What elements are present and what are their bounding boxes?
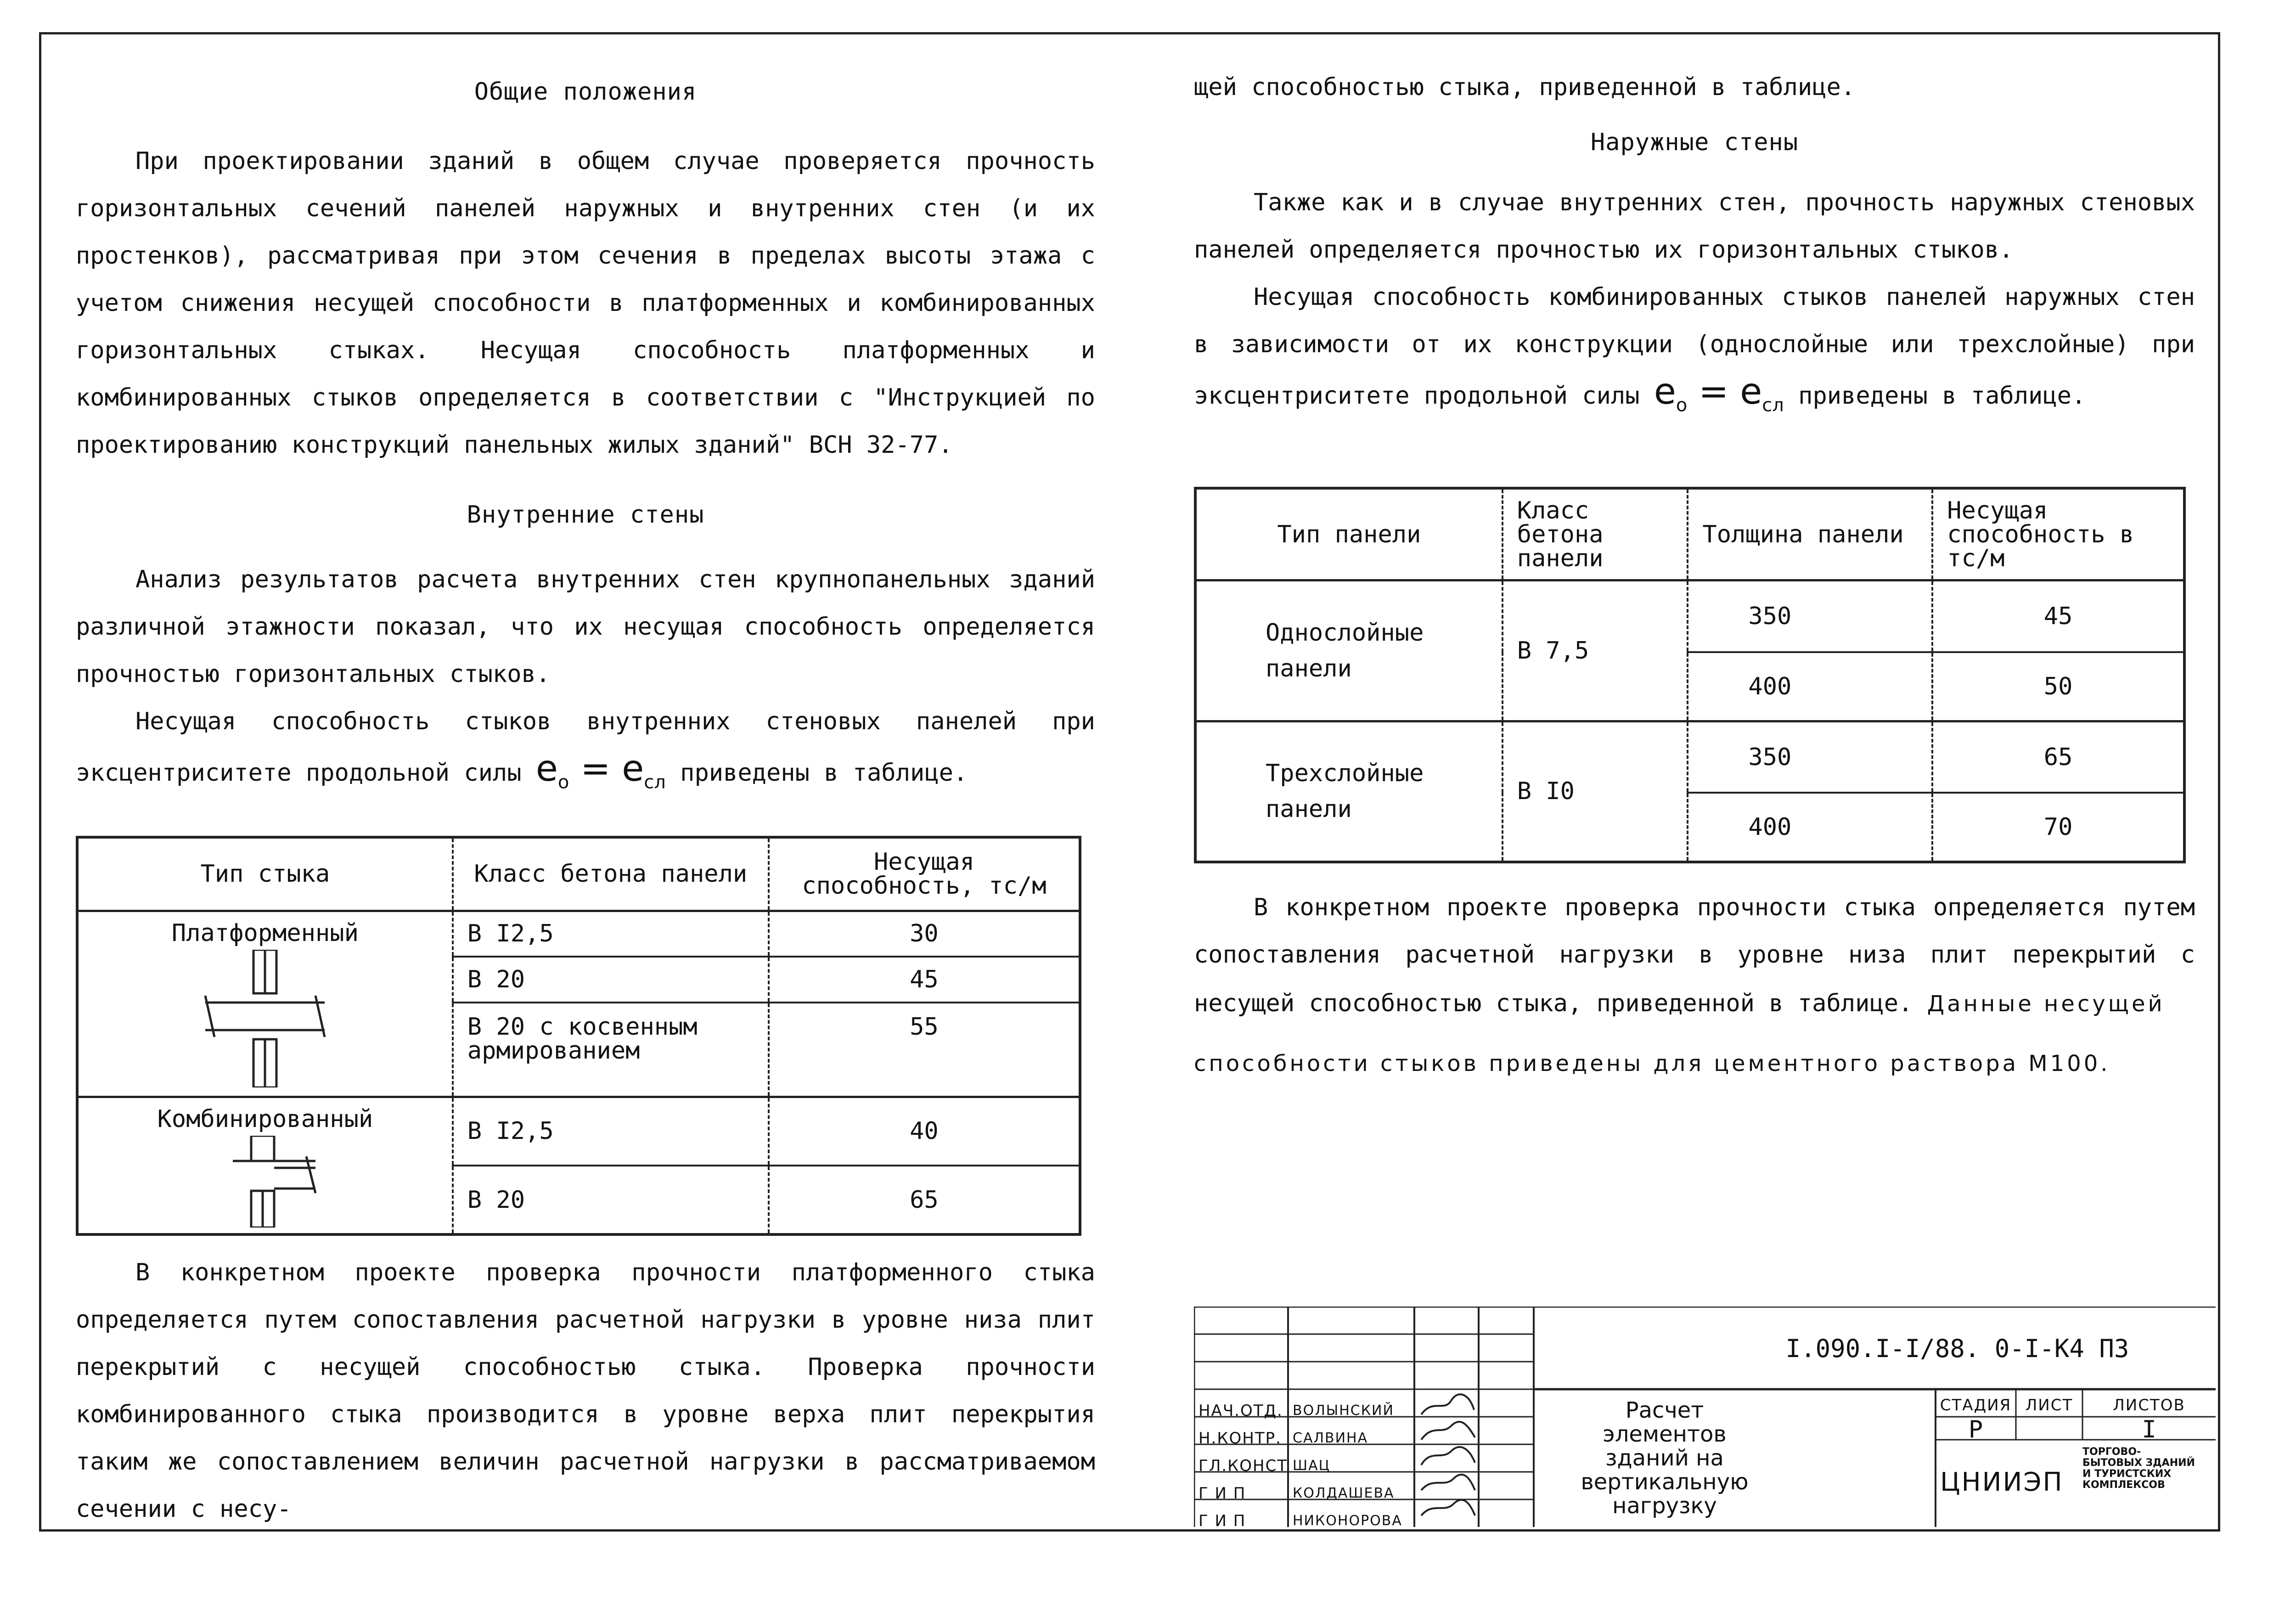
stamp-name: ВОЛЫНСКИЙ (1293, 1403, 1394, 1419)
table1-group-combined-label: Комбинированный (157, 1105, 373, 1133)
paragraph-outer-capacity (1194, 274, 2195, 429)
stamp-role: Г И П (1199, 1484, 1246, 1503)
paragraph-outer-capacity-end: приведены в таблице. (1798, 382, 2086, 410)
stamp-name: САЛВИНА (1293, 1430, 1368, 1446)
heading-inner-walls: Внутренние стены (467, 501, 704, 529)
table1-header-capacity: Несущая способность, тс/м (769, 837, 1080, 911)
stamp-name: КОЛДАШЕВА (1293, 1485, 1395, 1501)
sheets-value: I (2142, 1416, 2156, 1443)
stamp-name: НИКОНОРОВА (1293, 1513, 1402, 1529)
table1-row2-class: В 20 (453, 957, 769, 1003)
stamp-name: ШАЦ (1293, 1458, 1330, 1474)
stamp-role: Н.КОНТР. (1199, 1429, 1282, 1448)
table2-row1-thickness: 350 (1688, 580, 1932, 652)
right-column-bottom (1194, 884, 2195, 1089)
formula-e0: $e_o = e_{сл}$ (535, 748, 666, 793)
table-outer-panels (1194, 487, 2186, 863)
table2-group1-type: Однослойные панели (1195, 580, 1503, 721)
heading-outer-walls: Наружные стены (1590, 129, 1799, 156)
table2-row2-capacity: 50 (1932, 652, 2184, 721)
table2-group1-class: В 7,5 (1503, 580, 1688, 721)
table1-row3-capacity: 55 (769, 1003, 1080, 1097)
paragraph-inner-capacity-end: приведены в таблице. (680, 759, 968, 787)
table1-row5-capacity: 65 (769, 1166, 1080, 1234)
sheets-label: ЛИСТОВ (2113, 1396, 2185, 1414)
formula-e0-outer: $e_o = e_{сл}$ (1654, 371, 1784, 416)
paragraph-platform-check: В конкретном проекте проверка прочности платформенного стыка определяется путем сопоставления расчетной нагрузки в уровне низа плит перекрытий с несущей способностью стыка. Проверка прочности комбинированного стыка производится в уровне верха плит перекрытия таким же сопоставлением величин расчетной нагрузки в рассматриваемом сечении с несу- (76, 1259, 1095, 1523)
stamp-role: ГЛ.КОНСТ (1199, 1457, 1288, 1475)
stamp-names (1293, 1397, 1412, 1535)
table1-group-combined (77, 1097, 453, 1234)
table2-row4-thickness: 400 (1688, 793, 1932, 862)
right-column (1194, 69, 2195, 429)
heading-general: Общие положения (474, 78, 697, 106)
paragraph-inner-capacity (76, 698, 1095, 806)
table1-header-type: Тип стыка (77, 837, 453, 911)
table2-header-capacity: Несущая способность в тс/м (1932, 488, 2184, 580)
table-inner-joints (76, 836, 1081, 1236)
table1-row1-capacity: 30 (769, 911, 1080, 957)
title-block (1194, 1307, 2216, 1530)
table2-header-type: Тип панели (1195, 488, 1503, 580)
left-column (76, 69, 1095, 806)
organization-subtitle: ТОРГОВО-БЫТОВЫХ ЗДАНИЙ И ТУРИСТСКИХ КОМПЛЕКСОВ (2082, 1446, 2195, 1491)
paragraph-continuation: щей способностью стыка, приведенной в таблице. (1194, 73, 1856, 101)
stamp-roles (1199, 1397, 1286, 1535)
table1-row4-class: В I2,5 (453, 1097, 769, 1166)
table1-row1-class: В I2,5 (453, 911, 769, 957)
stamp-role: НАЧ.ОТД. (1199, 1402, 1283, 1420)
platform-joint-icon (196, 950, 334, 1087)
paragraph-outer-strength: Также как и в случае внутренних стен, прочность наружных стеновых панелей определяется прочностью их горизонтальных стыков. (1194, 189, 2195, 264)
document-code: I.090.I-I/88. 0-I-К4 ПЗ (1785, 1334, 2129, 1363)
table1-row5-class: В 20 (453, 1166, 769, 1234)
paragraph-general: При проектировании зданий в общем случае проверяется прочность горизонтальных сечений панелей наружных и внутренних стен (и их простенков), рассматривая при этом сечения в пределах высоты этажа с учетом снижения несущей способности в платформенных и комбинированных горизонтальных стыках. Несущая способность платформенных и комбинированных стыков определяется в соответствии с "Инструкцией по проектированию конструкций панельных жилых зданий" ВСН 32-77. (76, 147, 1095, 459)
table2-header-class: Класс бетона панели (1503, 488, 1688, 580)
table2-row2-thickness: 400 (1688, 652, 1932, 721)
table2-header-thickness: Толщина панели (1688, 488, 1932, 580)
handwritten-note-1: Данные несущей (1927, 991, 2165, 1017)
table1-header-class: Класс бетона панели (453, 837, 769, 911)
table1-group-platform (77, 911, 453, 1097)
signatures (1421, 1394, 1475, 1516)
organization-name: ЦНИИЭП (1940, 1467, 2064, 1497)
stage-value: Р (1968, 1416, 1983, 1443)
paragraph-specific-check-text: В конкретном проекте проверка прочности стыка определяется путем сопоставления расчетной нагрузки в уровне низа плит перекрытий с несущей способностью стыка, приведенной в таблице. (1194, 894, 2195, 1017)
table1-row4-capacity: 40 (769, 1097, 1080, 1166)
table1-row2-capacity: 45 (769, 957, 1080, 1003)
paragraph-outer-capacity-text: Несущая способность комбинированных стыков панелей наружных стен в зависимости от их конструкции (однослойные или трехслойные) при эксцентриситете продольной силы (1194, 283, 2195, 410)
paragraph-specific-check (1194, 884, 2195, 1029)
table2-row3-thickness: 350 (1688, 721, 1932, 793)
sheet-label: ЛИСТ (2025, 1396, 2073, 1414)
table2-row1-capacity: 45 (1932, 580, 2184, 652)
table2-group2-type: Трехслойные панели (1266, 760, 1424, 823)
combined-joint-icon (205, 1136, 325, 1228)
table2-group2-class: В I0 (1503, 721, 1688, 862)
stage-label: СТАДИЯ (1940, 1396, 2012, 1414)
table2-row3-capacity: 65 (1932, 721, 2184, 793)
handwritten-note-2: способности стыков приведены для цементного раствора М100. (1194, 1051, 2110, 1076)
table1-row3-class: В 20 с косвенным армированием (453, 1003, 769, 1097)
paragraph-inner-capacity-text: Несущая способность стыков внутренних стеновых панелей при эксцентриситете продольной силы (76, 708, 1095, 787)
table1-group-platform-label: Платформенный (171, 919, 359, 947)
left-column-bottom (76, 1249, 1095, 1533)
stamp-role: Г И П (1199, 1512, 1246, 1530)
paragraph-inner-analysis: Анализ результатов расчета внутренних стен крупнопанельных зданий различной этажности показал, что их несущая способность определяется прочностью горизонтальных стыков. (76, 566, 1095, 688)
table2-row4-capacity: 70 (1932, 793, 2184, 862)
document-title: Расчет элементов зданий на вертикальную нагрузку (1581, 1397, 1749, 1519)
